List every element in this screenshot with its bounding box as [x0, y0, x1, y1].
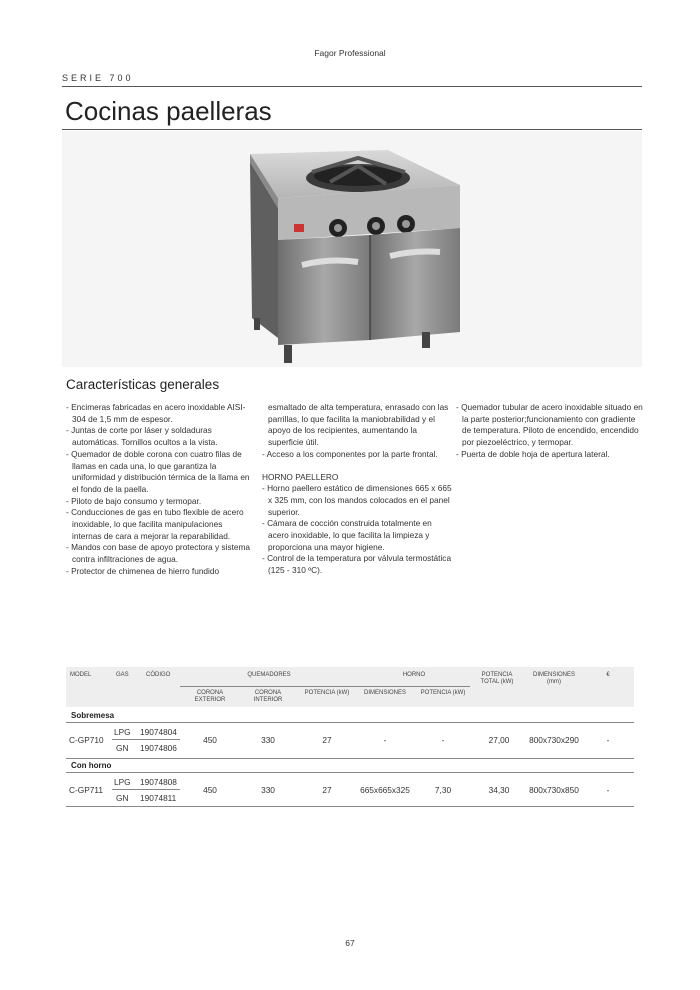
feature-item-continued: esmaltado de alta temperatura, enrasado con las parrillas, lo que facilita la maniobrabilidad y el apoyo de los recipientes, aumentando la superficie útil. [268, 402, 449, 448]
feature-item: - Horno paellero estático de dimensiones 665 x 665 x 325 mm, con los mandos colocados en el panel superior. [262, 483, 452, 517]
header-model: MODEL [70, 672, 92, 678]
feature-item: - Cámara de cocción construida totalmente en acero inoxidable, lo que facilita la limpieza y proporciona una mayor higiene. [262, 518, 432, 552]
section-label-con-horno: Con horno [71, 761, 112, 770]
dimensiones-cell: 800x730x850 [529, 785, 579, 795]
price-cell: - [606, 735, 610, 745]
header-dimensiones: DIMENSIONES (mm) [532, 672, 575, 685]
page-number: 67 [345, 938, 355, 948]
potencia-total-cell: 27,00 [488, 735, 510, 745]
top-divider [62, 86, 642, 87]
feature-item: - Piloto de bajo consumo y termopar. [66, 495, 202, 506]
section-divider [66, 758, 634, 759]
section-label-sobremesa: Sobremesa [71, 711, 115, 720]
price-cell: - [606, 785, 610, 795]
series-label: SERIE 700 [62, 73, 134, 83]
title-divider [62, 129, 642, 130]
quemadores-underline [180, 686, 358, 687]
header-potencia-total: POTENCIA TOTAL (kW) [480, 672, 514, 685]
corona-exterior-cell: 450 [203, 735, 217, 745]
feature-item: - Acceso a los componentes por la parte frontal. [262, 448, 438, 459]
gas-cell: GN [116, 793, 129, 803]
section-divider [66, 722, 634, 723]
header-horno: HORNO [402, 672, 426, 678]
header-codigo: CÓDIGO [146, 672, 171, 678]
code-cell: 19074804 [140, 727, 177, 737]
model-cell: C-GP710 [69, 735, 104, 745]
dimensiones-cell: 800x730x290 [529, 735, 579, 745]
features-column-3 [456, 402, 646, 461]
spec-table [66, 667, 634, 807]
code-cell: 19074811 [140, 793, 177, 803]
potencia-quemadores-cell: 27 [322, 735, 332, 745]
potencia-horno-cell: 7,30 [434, 785, 452, 795]
dimensiones-horno-cell: - [383, 735, 387, 745]
horno-underline [358, 686, 470, 687]
feature-item: - Conducciones de gas en tubo flexible de acero inoxidable, lo que facilita manipulaciones internas de cara a mejorar la reparabilidad. [66, 507, 244, 541]
header-dimensiones-horno: DIMENSIONES [363, 690, 406, 696]
table-bottom-rule [66, 806, 634, 807]
features-column-1 [66, 402, 254, 578]
header-quemadores: QUEMADORES [247, 672, 291, 678]
features-column-2 [262, 402, 452, 577]
header-potencia-horno: POTENCIA (kW) [420, 690, 466, 696]
feature-item: - Protector de chimenea de hierro fundido [66, 565, 220, 576]
model-cell: C-GP711 [69, 785, 103, 795]
variant-divider [112, 739, 180, 740]
feature-item: - Puerta de doble hoja de apertura lateral. [456, 448, 610, 459]
potencia-horno-cell: - [441, 735, 445, 745]
dimensiones-horno-cell: 665x665x325 [360, 785, 410, 795]
code-cell: 19074808 [140, 777, 177, 787]
gas-cell: LPG [114, 727, 131, 737]
header-euro: € [606, 672, 610, 678]
header-corona-exterior: CORONA EXTERIOR [194, 690, 226, 703]
variant-divider [112, 789, 180, 790]
header-potencia-quemadores: POTENCIA (kW) [304, 690, 350, 696]
feature-item: - Juntas de corte por láser y soldaduras automáticas. Tornillos ocultos a la vista. [66, 425, 218, 448]
corona-exterior-cell: 450 [203, 785, 217, 795]
feature-item: - Quemador tubular de acero inoxidable situado en la parte posterior;funcionamiento con gradiente de temperatura. Piloto de encendido, encendido por piezoeléctrico, y termopar. [456, 402, 643, 448]
features-title: Características generales [66, 377, 220, 392]
feature-item: - Quemador de doble corona con cuatro filas de llamas en cada una, lo que garantiza la uniformidad y distribución térmica de la llama en el fondo de la paella. [66, 448, 250, 494]
gas-cell: LPG [114, 777, 131, 787]
feature-item: - Mandos con base de apoyo protectora y sistema contra infiltraciones de agua. [66, 542, 251, 565]
horno-section-title: HORNO PAELLERO [262, 471, 339, 482]
corona-interior-cell: 330 [261, 735, 275, 745]
header-corona-interior: CORONA INTERIOR [253, 690, 283, 703]
gas-cell: GN [116, 743, 129, 753]
corona-interior-cell: 330 [261, 785, 275, 795]
page-title: Cocinas paelleras [65, 96, 272, 126]
feature-item: - Control de la temperatura por válvula termostática (125 - 310 ºC). [262, 553, 452, 576]
section-divider [66, 772, 634, 773]
feature-item: - Encimeras fabricadas en acero inoxidable AISI-304 de 1,5 mm de espesor. [66, 402, 246, 424]
code-cell: 19074806 [140, 743, 177, 753]
potencia-quemadores-cell: 27 [322, 785, 332, 795]
header-gas: GAS [116, 672, 129, 678]
paella-cooker-image [240, 140, 465, 368]
brand-header: Fagor Professional [314, 48, 386, 58]
potencia-total-cell: 34,30 [488, 785, 510, 795]
